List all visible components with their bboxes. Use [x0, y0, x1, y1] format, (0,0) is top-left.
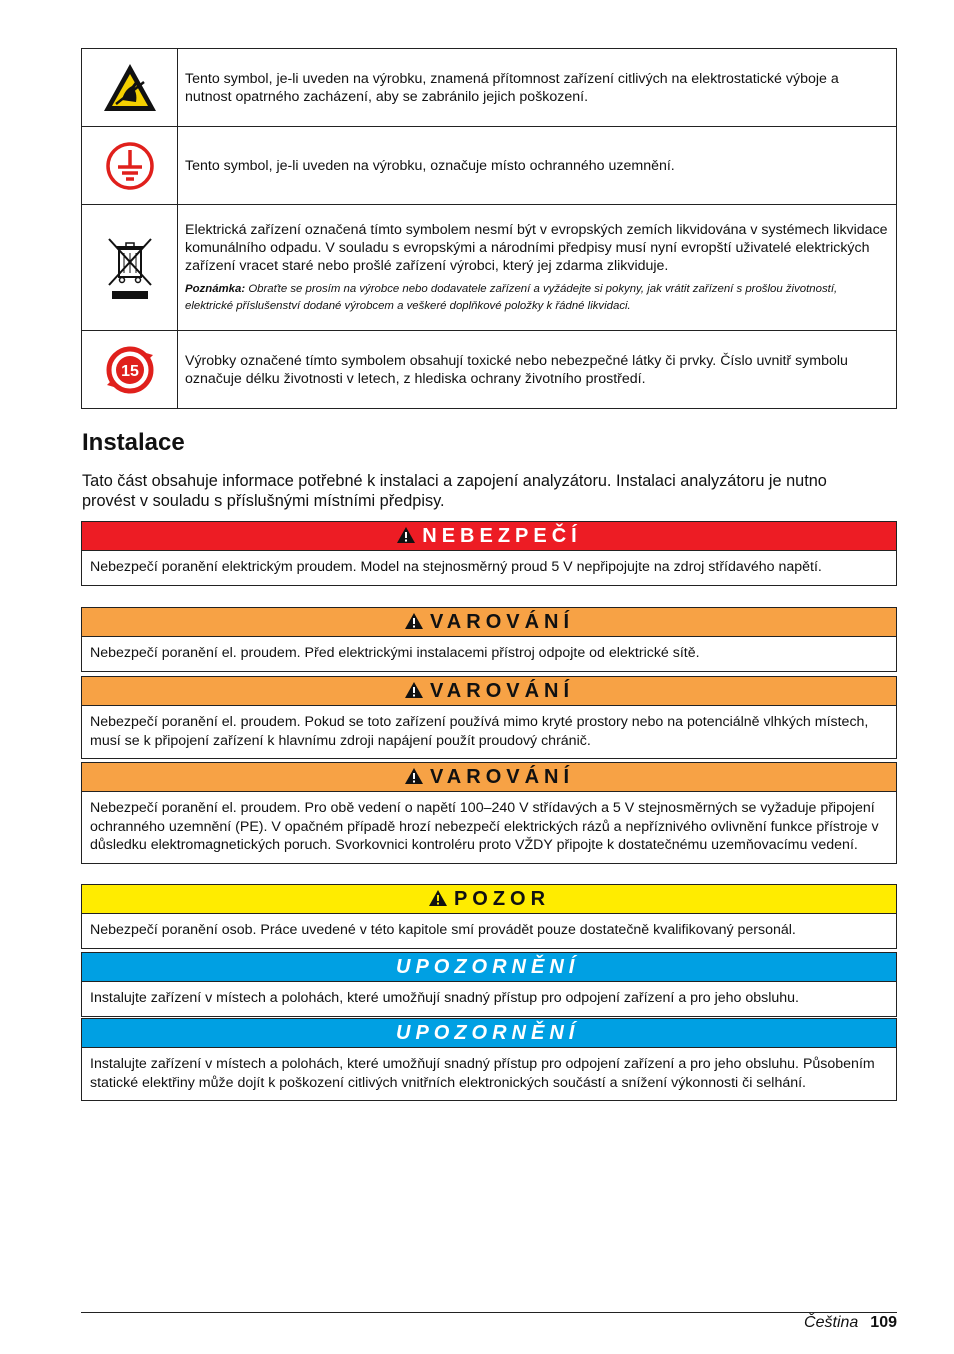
warning-notice [81, 676, 897, 759]
symbol-description [178, 205, 897, 331]
symbol-row [82, 49, 897, 127]
warning-notice [81, 762, 897, 864]
weee-description: Elektrická zařízení označená tímto symbolem nesmí být v evropských zemích likvidována v systémech likvidace komunálního odpadu. V souladu s evropskými a národními předpisy musí nyní evropští uživatelé elektrických zařízení vracet staré nebo prošlé zařízení výrobci, který jej zdarma zlikviduje. [185, 221, 888, 274]
symbols-table [81, 48, 897, 409]
protective-earth-icon [82, 140, 177, 192]
note-label: Poznámka: [185, 282, 246, 295]
notice-header [82, 677, 896, 706]
symbol-icon-cell [82, 205, 178, 331]
notice-header [82, 608, 896, 637]
notice-title: UPOZORNĚNÍ [396, 1022, 580, 1044]
symbol-row [82, 127, 897, 205]
note-text: Obraťte se prosím na výrobce nebo dodavatele zařízení a vyžádejte si pokyny, jak vrátit zařízení s prošlou životností, elektrické příslušenství dodané výrobcem a veškeré doplňkové položky k řádné likvidaci. [185, 282, 838, 312]
notice-text: Instalujte zařízení v místech a polohách, které umožňují snadný přístup pro odpojení zařízení a pro jeho obsluhu. [90, 990, 800, 1006]
esd-icon [82, 62, 177, 114]
page-number: 109 [870, 1314, 897, 1331]
notice-text: Nebezpečí poranění el. proudem. Pokud se toto zařízení používá mimo kryté prostory nebo na potenciálně vlhkých místech, musí se k připojení zařízení k hlavnímu zdroji napájení použít proudový chránič. [90, 714, 869, 749]
footer-rule [81, 1312, 897, 1313]
symbol-row [82, 331, 897, 409]
efup-15-label: 15 [120, 362, 139, 380]
notice-text: Nebezpečí poranění el. proudem. Před elektrickými instalacemi přístroj odpojte od elektrické sítě. [90, 645, 700, 661]
section-title: Instalace [82, 429, 185, 456]
notice-text: Nebezpečí poranění el. proudem. Pro obě vedení o napětí 100–240 V střídavých a 5 V stejnosměrných se vyžaduje připojení ochranného uzemnění (PE). V opačném případě hrozí nebezpečí elektrických rázů a nepříznivého ovlivnění funkce přístroje v důsledku elektromagnetických poruch. Svorkovnici kontroléru proto VŽDY připojte k dostatečnému uzemňovacímu vedení. [90, 800, 879, 853]
efup-15-icon [82, 345, 177, 395]
notice-text: Nebezpečí poranění osob. Práce uvedené v této kapitole smí provádět pouze dostatečně kvalifikovaný personál. [90, 922, 796, 938]
page-footer [804, 1313, 897, 1333]
notice-header [82, 522, 896, 551]
symbol-row [82, 205, 897, 331]
warning-triangle-icon [404, 610, 424, 639]
note [185, 281, 888, 315]
notice-box [81, 1018, 897, 1101]
notice-title: NEBEZPEČÍ [422, 525, 582, 547]
warning-triangle-icon [404, 765, 424, 794]
symbol-description: Výrobky označené tímto symbolem obsahují toxické nebo nebezpečné látky či prvky. Číslo uvnitř symbolu označuje délku životnosti v letech, z hlediska ochrany životního prostředí. [178, 331, 897, 409]
notice-header [82, 763, 896, 792]
caution-notice [81, 884, 897, 949]
warning-triangle-icon [396, 524, 416, 553]
notice-text: Nebezpečí poranění elektrickým proudem. Model na stejnosměrný proud 5 V nepřipojujte na zdroj střídavého napětí. [90, 559, 822, 575]
notice-box [81, 952, 897, 1017]
notice-title: VAROVÁNÍ [429, 680, 575, 702]
section-intro: Tato část obsahuje informace potřebné k instalaci a zapojení analyzátoru. Instalaci analyzátoru je nutno provést v souladu s příslušnými místními předpisy. [82, 472, 827, 510]
notice-title: UPOZORNĚNÍ [396, 956, 580, 978]
notice-title: VAROVÁNÍ [429, 766, 575, 788]
notice-title: VAROVÁNÍ [429, 611, 575, 633]
weee-crossed-bin-icon [82, 235, 177, 301]
notice-header [82, 885, 896, 914]
notice-title: POZOR [453, 888, 551, 910]
symbol-icon-cell [82, 331, 178, 409]
symbol-icon-cell [82, 127, 178, 205]
symbol-icon-cell [82, 49, 178, 127]
symbol-description: Tento symbol, je-li uveden na výrobku, označuje místo ochranného uzemnění. [178, 127, 897, 205]
warning-notice [81, 607, 897, 672]
symbol-description: Tento symbol, je-li uveden na výrobku, znamená přítomnost zařízení citlivých na elektrostatické výboje a nutnost opatrného zacházení, aby se zabránilo jejich poškození. [178, 49, 897, 127]
notice-header [82, 953, 896, 982]
warning-triangle-icon [404, 679, 424, 708]
notice-text: Instalujte zařízení v místech a polohách, které umožňují snadný přístup pro odpojení zařízení a pro jeho obsluhu. Působením statické elektřiny může dojít k poškození citlivých vnitřních elektronických součástí a snížení výkonnosti či selhání. [90, 1056, 875, 1091]
danger-notice [81, 521, 897, 586]
warning-triangle-icon [428, 887, 448, 916]
footer-language: Čeština [804, 1314, 859, 1331]
notice-header [82, 1019, 896, 1048]
